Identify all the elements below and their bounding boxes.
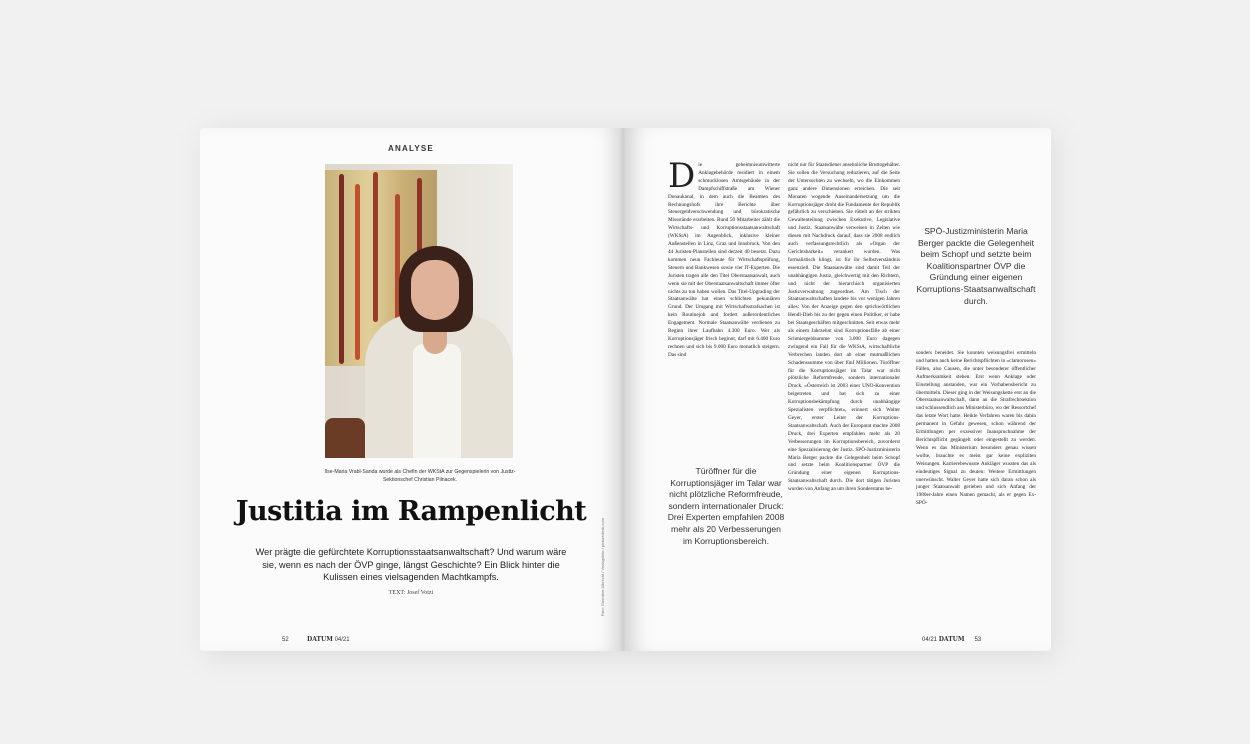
- headline: Justitia im Rampenlicht: [235, 496, 587, 527]
- magazine-name: DATUM: [307, 636, 333, 643]
- photo-credit: Foto: Guenther Albrecht / Verlagsfoto / picturedesk.com: [600, 518, 605, 617]
- page-number: 52: [282, 637, 289, 643]
- pull-quote-left: Türöffner für die Korruptionsjäger im Talar war nicht plötzliche Reformfreude, sondern internationaler Druck: Drei Experten empfahlen 2008 mehr als 20 Verbesserungen im Korruptionsbereich.: [667, 466, 785, 546]
- deck: Wer prägte die gefürchtete Korruptionsstaatsanwaltschaft? Und warum wäre sie, wenn es nach der ÖVP ginge, längst Geschichte? Ein Blick hinter die Kulissen eines vielsagenden Machtkampfs.: [255, 547, 567, 582]
- issue-number: 04/21: [922, 637, 938, 643]
- issue-number: 04/21: [334, 637, 350, 643]
- folio-left: [282, 636, 350, 643]
- body-column-2: [788, 162, 900, 630]
- photo-caption: Ilse-Maria Vrabl-Sanda wurde als Chefin der WKStA zur Gegenspielerin von Justiz-Sektionschef Christian Pilnacek.: [324, 469, 516, 483]
- section-label: ANALYSE: [388, 144, 434, 153]
- folio-right: [922, 636, 981, 643]
- magazine-name: DATUM: [938, 636, 965, 643]
- left-page: [200, 128, 622, 651]
- pull-quote-right: SPÖ-Justizministerin Maria Berger packte die Gelegenheit beim Schopf und setzte beim Koalitionspartner ÖVP die Gründung einer eigenen Korruptions-Staatsanwaltschaft durch.: [916, 226, 1036, 306]
- body-column-1: [668, 162, 780, 462]
- body-column-3: [916, 350, 1036, 630]
- portrait-photo: [325, 164, 513, 458]
- column-3-text: sonders beneidet. Sie konnten weisungsfrei ermitteln und hatten auch keine Berichtspflichten in »clamorosen« Fällen, also Causen, die unter besonderer öffentlicher Aufmerksamkeit stehen. Erst wenn Anklage oder Einstellung anstanden, war ein Vorhabensbericht zu übermitteln. Dieser ging in der Weisungskette erst an die Oberstaatsanwaltschaft, dann an die Strafrechtsektion und schlussendlich ans Ministerbüro, wo der Ressortchef das letzte Wort hatte. Heikle Verfahren waren bis dahin permanent in Gefahr gewesen, schon während der Ermittlungen per exzessiver Inanspruchnahme der Berichtspflicht gegängelt oder eingestellt zu werden. Wenn es das Ministerium besonders genau wissen wollte, brauchte es meist gar keine expliziten Weisungen. Karrierebewusste Ankläger wussten das als eindeutiges Signal zu deuten: Weitere Ermittlungen unerwünscht. Walter Geyer hatte sich daran schon als junger Staatsanwalt gerieben und sich Anfang der 1980er-Jahre einen Namen gemacht, als er gegen Ex-SPÖ-: [916, 350, 1036, 507]
- byline: TEXT: Josef Votzi: [388, 590, 434, 596]
- column-1-text: ie geheimnisumwitterte Anklagebehörde residiert in einem schmucklosen Amtsgebäude in der Dampfschiffstraße am Wiener Donaukanal, in dem auch die Beamten des Rechnungshofs ihre Berichte über Steuergeldverschwendung und bürokratische Missstände erarbeiten. Rund 50 Mitarbeiter zählt die Wirtschafts- und Korruptionsstaatsanwaltschaft (WKStA) im Augenblick, inklusive kleiner Außenstellen in Linz, Graz und Innsbruck. Von den 44 Juristen-Planstellen sind derzeit 40 besetzt. Dazu kommen neun Fachleute für Wirtschaftsprüfung, Steuern und Bankwesen sowie vier IT-Experten. Die Juristen tragen alle den Titel Oberstaatsanwalt, auch wenn sie mit der Oberstaatsanwaltschaft immer öfter nichts zu tun haben wollen. Das Titel-Upgrading der Staatsanwälte hat einen schlichten pekuniären Grund. Der Umgang mit Wirtschaftsstrafsachen ist kein Routinejob und fordert außerordentliches Engagement. Normale Staatsanwälte verdienen zu Beginn ihrer Laufbahn 4.300 Euro. Wer als Korruptionsjäger frisch beginnt, darf mit 6.400 Euro rechnen und sich bis 9.000 Euro monatlich steigern. Das sind: [668, 162, 780, 358]
- page-number: 53: [974, 637, 982, 643]
- right-page: [626, 128, 1051, 651]
- column-2-text: nicht nur für Staatsdiener ansehnliche Bruttogehälter. Sie sollen die Versuchung reduzieren, auf die Seite der Untersuchten zu wechseln, wo die Einkommen ganz andere Dimensionen erreichen. Die seit Monaten wogende Auseinandersetzung um die Korruptionsjäger droht die Fundamente der Republik gefährlich zu verschieben. Sie rüttelt an der strikten Gewaltenteilung zwischen Exekutive, Legislative und Justiz. Staatsanwälte verweisen in Zeiten wie diesen mit Nachdruck darauf, dass sie 2008 endlich auch verfassungsrechtlich als »Organ der Gerichtsbarkeit« verankert wurden. Was formalistisch klingt, ist für ihr Selbstverständnis essenziell. Die Staatsanwälte sind damit Teil der unabhängigen Justiz, gleichwertig mit den Richtern, und nicht der hierarchisch organisierten Justizverwaltung zugeordnet. Am Tisch der Staatsanwaltschaften landete bis vor wenigen Jahren alles: Von der Anzeige gegen den sprichwörtlichen Hendl-Dieb bis zu der gegen einen Politiker, er habe bei Staatsgeschäften mitgeschnitten. Seit etwas mehr als einem Jahrzehnt sind Korruptionsfälle ab einer Schmiergeldsumme von 3.000 Euro dagegen zwingend ein Fall für die WKStA, wirtschaftliche Verbrechen landen dort ab einer mutmaßlichen Schadenssumme von über fünf Millionen. Türöffner für die Korruptionsjäger im Talar war nicht plötzliche Reformfreude, sondern internationaler Druck. »Österreich ist 2003 einer UNO-Konvention beigetreten und hat sich zu einer Korruptionsbekämpfung durch unabhängige Spezialisten verpflichtet«, erinnert sich Walter Geyer, erster Leiter der Korruptions-Staatsanwaltschaft. Auch der Europarat machte 2008 Druck, drei Experten empfahlen mehr als 20 Verbesserungen im Korruptionsbereich, zuvorderst eine Spezialisierung der Justiz. SPÖ-Justizministerin Maria Berger packte die Gelegenheit beim Schopf und setzte beim Koalitionspartner ÖVP die Gründung einer eigenen Korruptions-Staatsanwaltschaft durch. Die dort tätigen Juristen wurden von Anfang an um ihren Sonderstatus be-: [788, 162, 900, 493]
- chair: [325, 418, 365, 458]
- dropcap: D: [668, 162, 696, 196]
